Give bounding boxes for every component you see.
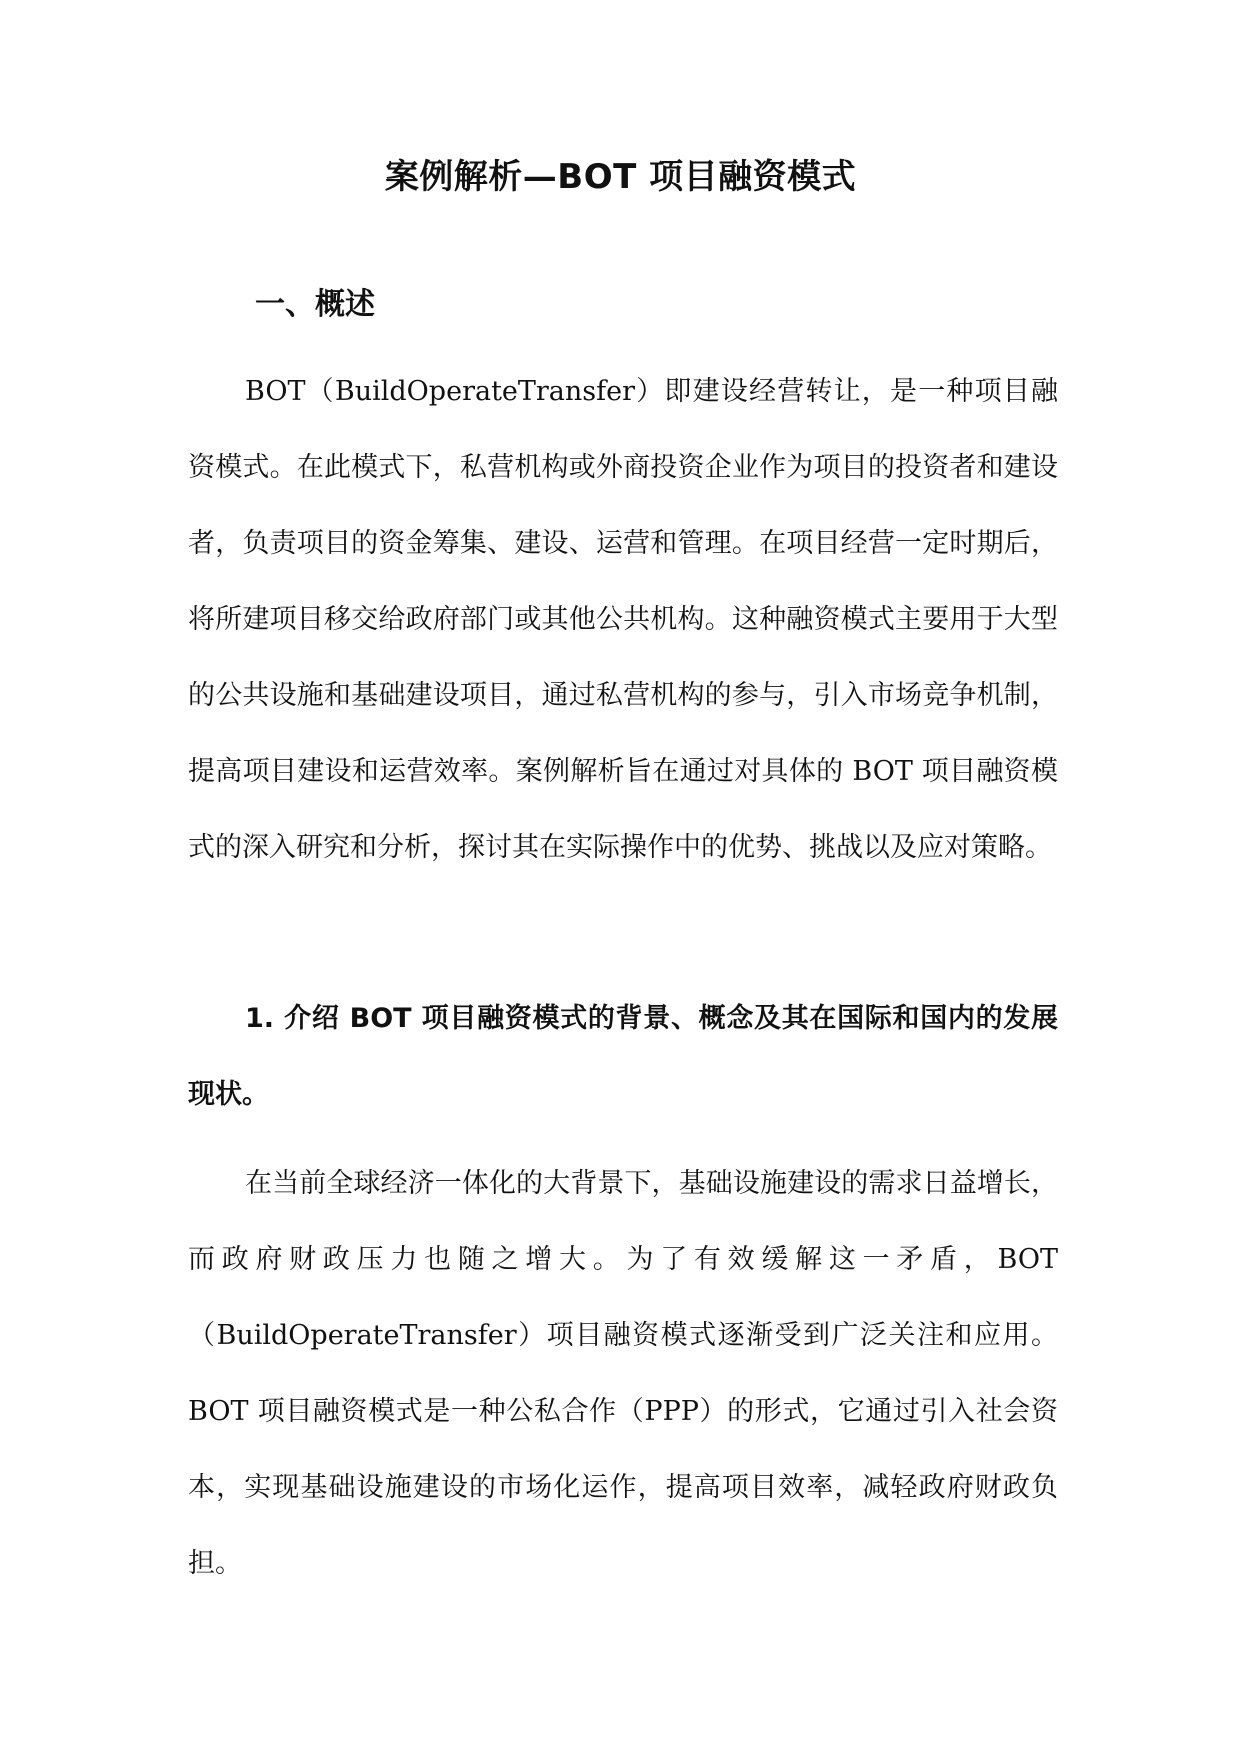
subheading-background: 1. 介绍 BOT 项目融资模式的背景、概念及其在国际和国内的发展现状。 [188, 1003, 1058, 1110]
section-heading-overview: 一、概述 [255, 287, 375, 322]
overview-paragraph: BOT（BuildOperateTransfer）即建设经营转让，是一种项目融资模式。在此模式下，私营机构或外商投资企业作为项目的投资者和建设者，负责项目的资金筹集、建设、运营和管理。在项目经营一定时期后，将所建项目移交给政府部门或其他公共机构。这种融资模式主要用于大型的公共设施和基础建设项目，通过私营机构的参与，引入市场竞争机制，提高项目建设和运营效率。案例解析旨在通过对具体的 BOT 项目融资模式的深入研究和分析，探讨其在实际操作中的优势、挑战以及应对策略。 [188, 376, 1058, 863]
background-paragraph: 在当前全球经济一体化的大背景下，基础设施建设的需求日益增长，而政府财政压力也随之增大。为了有效缓解这一矛盾，BOT（BuildOperateTransfer）项目融资模式逐渐受到广泛关注和应用。BOT 项目融资模式是一种公私合作（PPP）的形式，它通过引入社会资本，实现基础设施建设的市场化运作，提高项目效率，减轻政府财政负担。 [188, 1168, 1058, 1579]
document-title: 案例解析—BOT 项目融资模式 [384, 157, 857, 197]
